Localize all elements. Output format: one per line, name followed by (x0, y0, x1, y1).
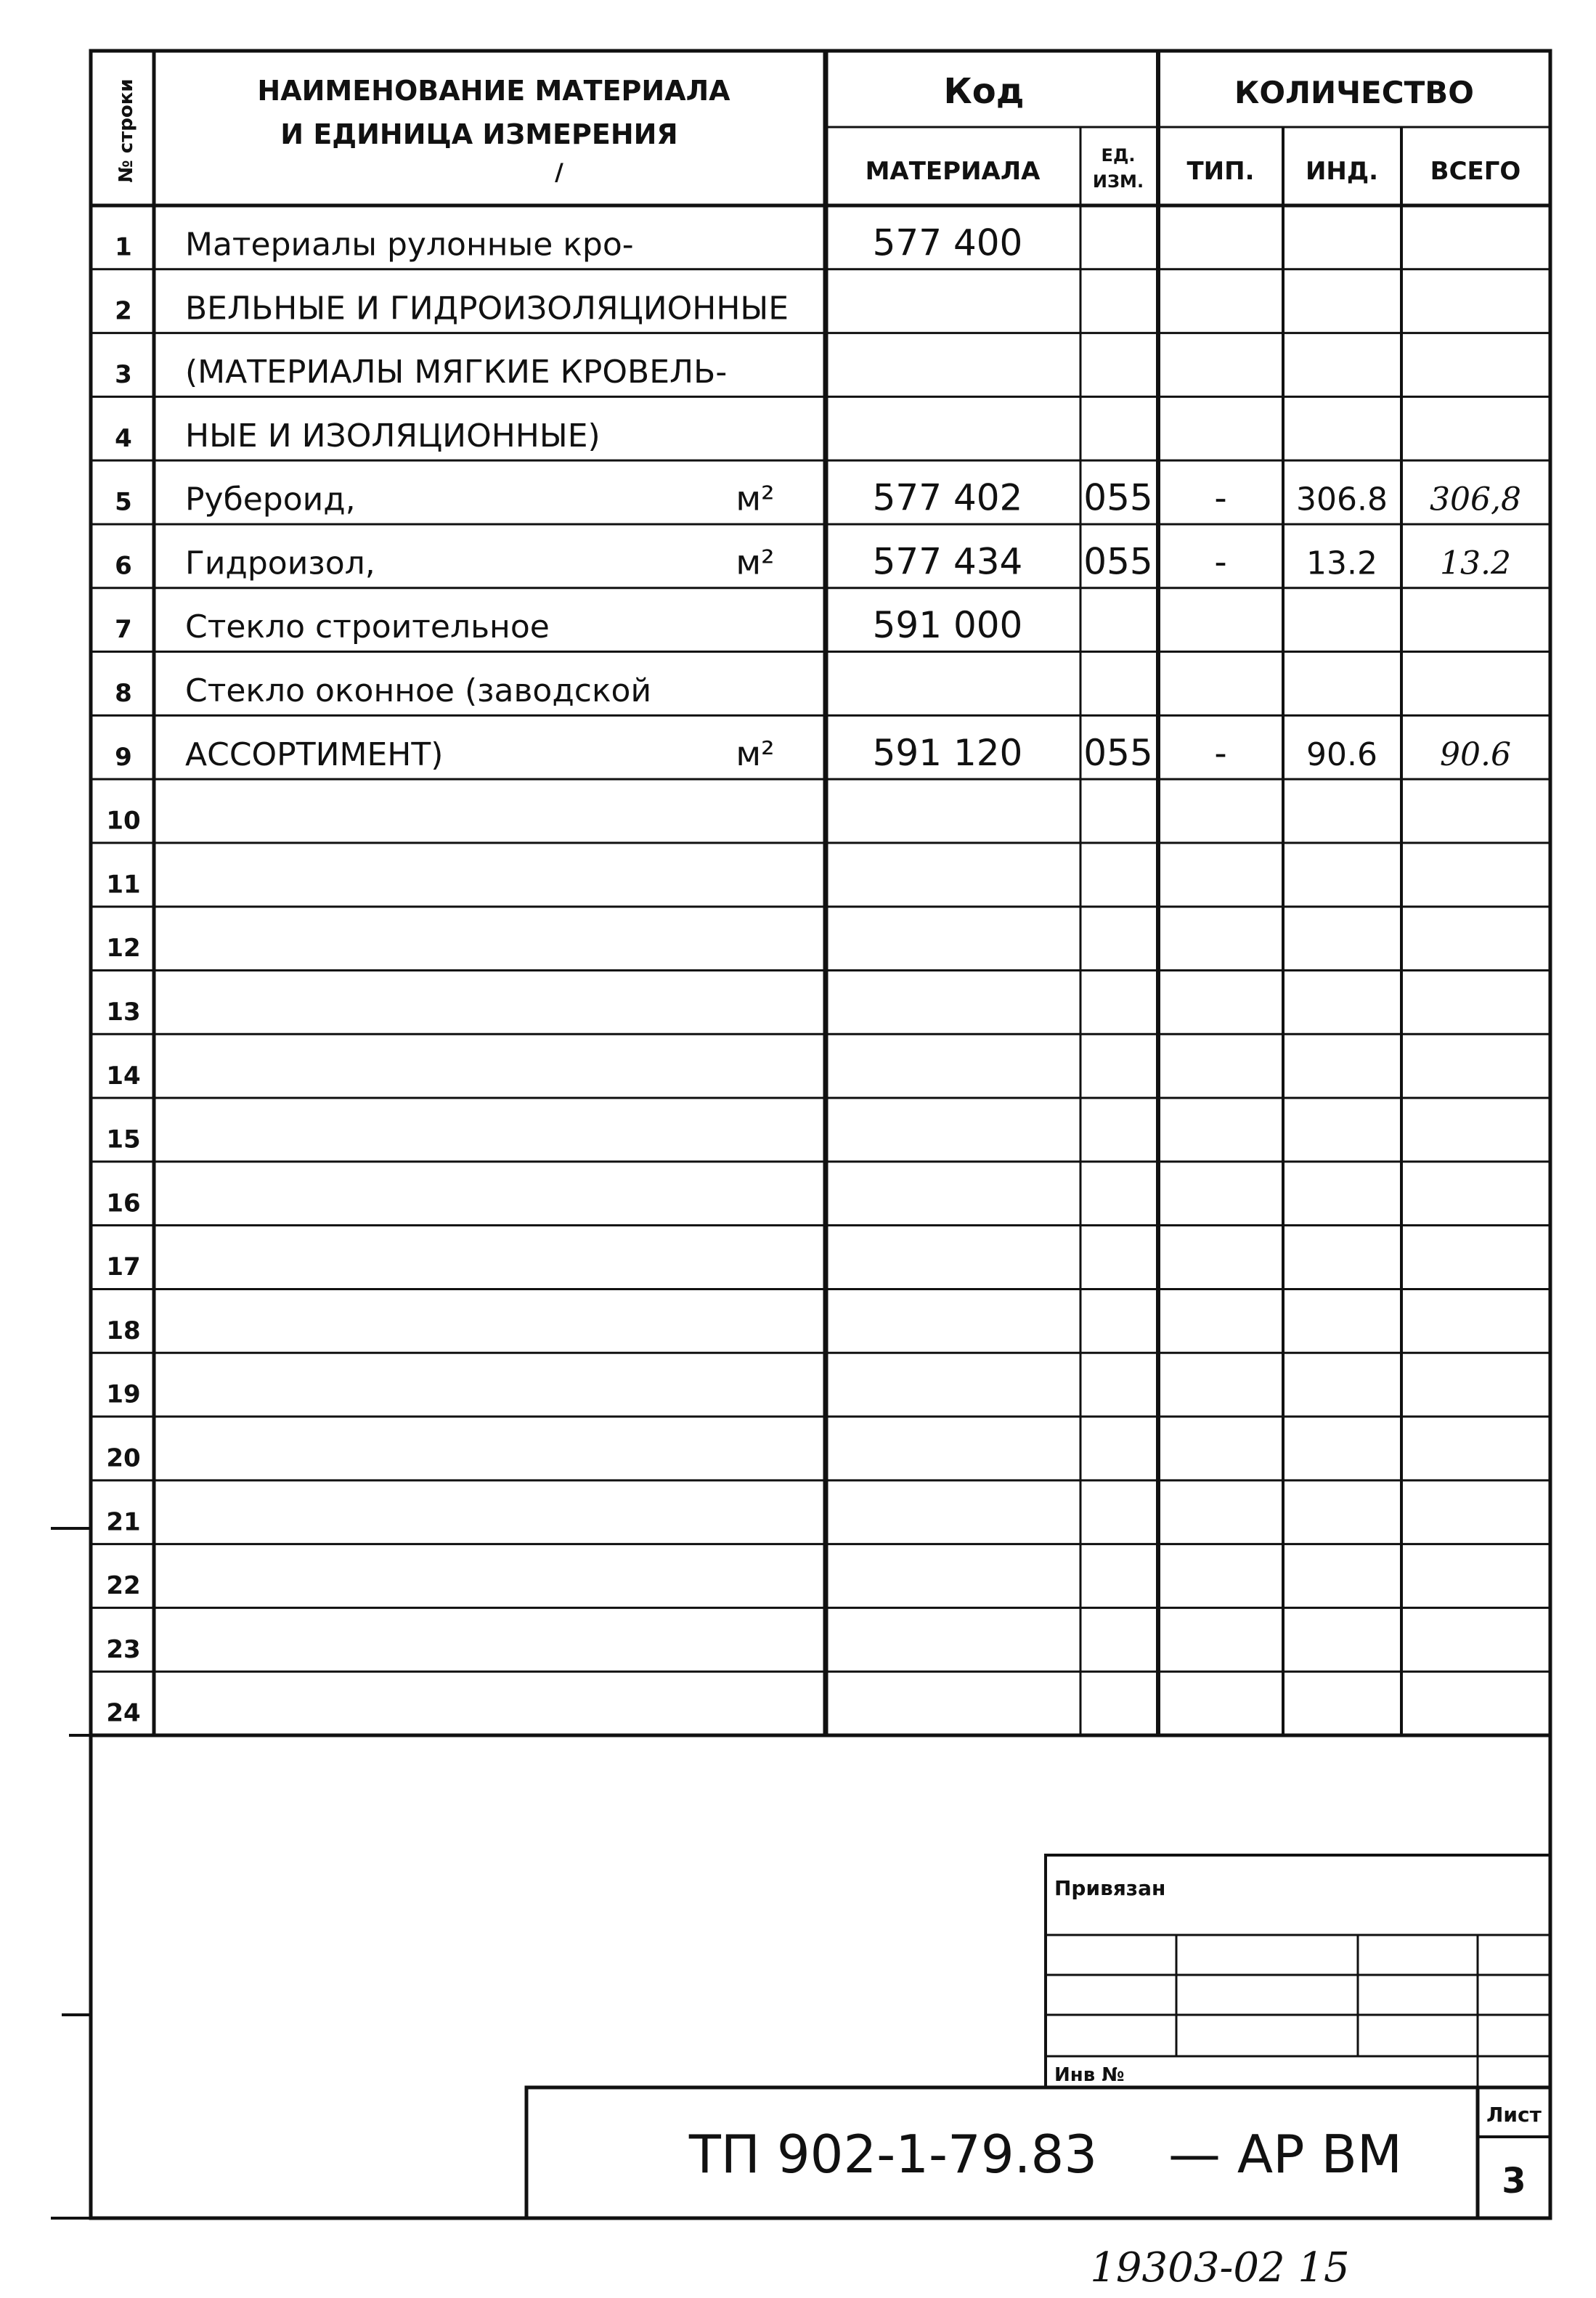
row-number: 13 (106, 997, 141, 1027)
row-number: 17 (106, 1252, 141, 1282)
row-number: 7 (115, 615, 132, 645)
material-unit: м² (736, 733, 775, 773)
row-number: 19 (106, 1380, 141, 1409)
table-row (91, 1098, 1550, 1154)
qty-ind: 306.8 (1296, 481, 1388, 518)
privyazan-label: Привязан (1054, 1876, 1166, 1900)
table-row (91, 524, 1550, 582)
document-code: ТП 902-1-79.83 (688, 2124, 1098, 2185)
qty-total: 13.2 (1440, 545, 1511, 582)
row-number: 2 (115, 296, 132, 326)
material-name: Материалы рулонные кро- (185, 226, 634, 264)
inv-number-label: Инв № (1054, 2064, 1125, 2086)
table-row (91, 779, 1550, 835)
row-number: 16 (106, 1189, 141, 1218)
table-row (91, 460, 1550, 518)
name-header-line1: НАИМЕНОВАНИЕ МАТЕРИАЛА (257, 75, 730, 107)
unit-code: 055 (1083, 731, 1153, 774)
row-number: 9 (115, 742, 132, 772)
sheet-label: Лист (1486, 2103, 1542, 2127)
material-unit: м² (736, 542, 775, 582)
qty-total: 90.6 (1440, 736, 1511, 773)
unit-code: 055 (1083, 540, 1153, 583)
unit-code: 055 (1083, 476, 1153, 519)
table-row (91, 1289, 1550, 1345)
qty-ind-header: ИНД. (1305, 157, 1379, 186)
material-code: 591 120 (872, 731, 1023, 774)
table-row (91, 396, 1550, 454)
material-code: 577 400 (872, 221, 1023, 264)
row-number: 21 (106, 1507, 141, 1537)
sheet-number: 3 (1502, 2161, 1526, 2201)
table-row (91, 652, 1550, 709)
row-number: 6 (115, 551, 132, 581)
row-number: 3 (115, 360, 132, 390)
table-row (91, 1034, 1550, 1090)
material-name: Стекло строительное (185, 608, 550, 646)
material-name: Стекло оконное (заводской (185, 672, 652, 710)
material-name: ВЕЛЬНЫЕ И ГИДРОИЗОЛЯЦИОННЫЕ (185, 290, 789, 327)
table-row (91, 1608, 1550, 1663)
row-number: 4 (115, 423, 132, 453)
row-number: 5 (115, 487, 132, 517)
document-code-suffix: — АР ВМ (1168, 2124, 1402, 2185)
table-row (91, 1544, 1550, 1600)
row-number-header: № строки (115, 78, 137, 183)
title-block (526, 1855, 1550, 2218)
table-row (91, 843, 1550, 899)
row-number: 1 (115, 232, 132, 262)
table-row (91, 588, 1550, 646)
row-number: 12 (106, 934, 141, 963)
row-number: 22 (106, 1571, 141, 1601)
material-name: (МАТЕРИАЛЫ МЯГКИЕ КРОВЕЛЬ- (185, 354, 728, 391)
quantity-header: КОЛИЧЕСТВО (1234, 75, 1474, 110)
row-number: 23 (106, 1634, 141, 1664)
name-header-line2: И ЕДИНИЦА ИЗМЕРЕНИЯ (280, 118, 678, 150)
table-body (91, 221, 1550, 1727)
row-number: 10 (106, 806, 141, 836)
row-number: 18 (106, 1316, 141, 1345)
row-number: 8 (115, 679, 132, 709)
table-row (91, 971, 1550, 1027)
row-number: 14 (106, 1061, 141, 1091)
row-number: 11 (106, 870, 141, 900)
qty-typ: - (1214, 478, 1227, 519)
table-row (91, 1226, 1550, 1282)
material-name: НЫЕ И ИЗОЛЯЦИОННЫЕ) (185, 417, 600, 455)
qty-typ: - (1214, 542, 1227, 583)
name-header-mark: / (555, 158, 563, 186)
table-row (91, 1480, 1550, 1536)
table-row (91, 1162, 1550, 1218)
table-row (91, 1671, 1550, 1727)
table-row (91, 269, 1550, 327)
qty-total: 306,8 (1430, 481, 1521, 518)
qty-total-header: ВСЕГО (1430, 157, 1521, 186)
qty-typ-header: ТИП. (1186, 157, 1255, 186)
material-name: Рубероид, (185, 481, 356, 518)
qty-typ: - (1214, 733, 1227, 774)
table-row (91, 333, 1550, 391)
material-code: 577 402 (872, 476, 1023, 519)
code-material-header: МАТЕРИАЛА (865, 157, 1041, 186)
material-code: 577 434 (872, 540, 1023, 583)
row-number: 20 (106, 1443, 141, 1473)
table-row (91, 907, 1550, 963)
material-unit: м² (736, 478, 775, 518)
table-row (91, 715, 1550, 773)
material-name: Гидроизол, (185, 545, 375, 582)
unit-header-line2: ИЗМ. (1092, 171, 1144, 192)
row-number: 15 (106, 1125, 141, 1154)
unit-header-line1: ЕД. (1101, 145, 1136, 166)
archive-number: 19303-02 15 (1090, 2244, 1350, 2291)
material-name: АССОРТИМЕНТ) (185, 736, 444, 773)
qty-ind: 90.6 (1306, 736, 1377, 773)
table-row (91, 1353, 1550, 1409)
row-number: 24 (106, 1698, 141, 1728)
table-row (115, 221, 1022, 264)
code-header: Код (943, 71, 1025, 112)
material-code: 591 000 (872, 604, 1023, 647)
table-row (91, 1417, 1550, 1472)
qty-ind: 13.2 (1306, 545, 1377, 582)
